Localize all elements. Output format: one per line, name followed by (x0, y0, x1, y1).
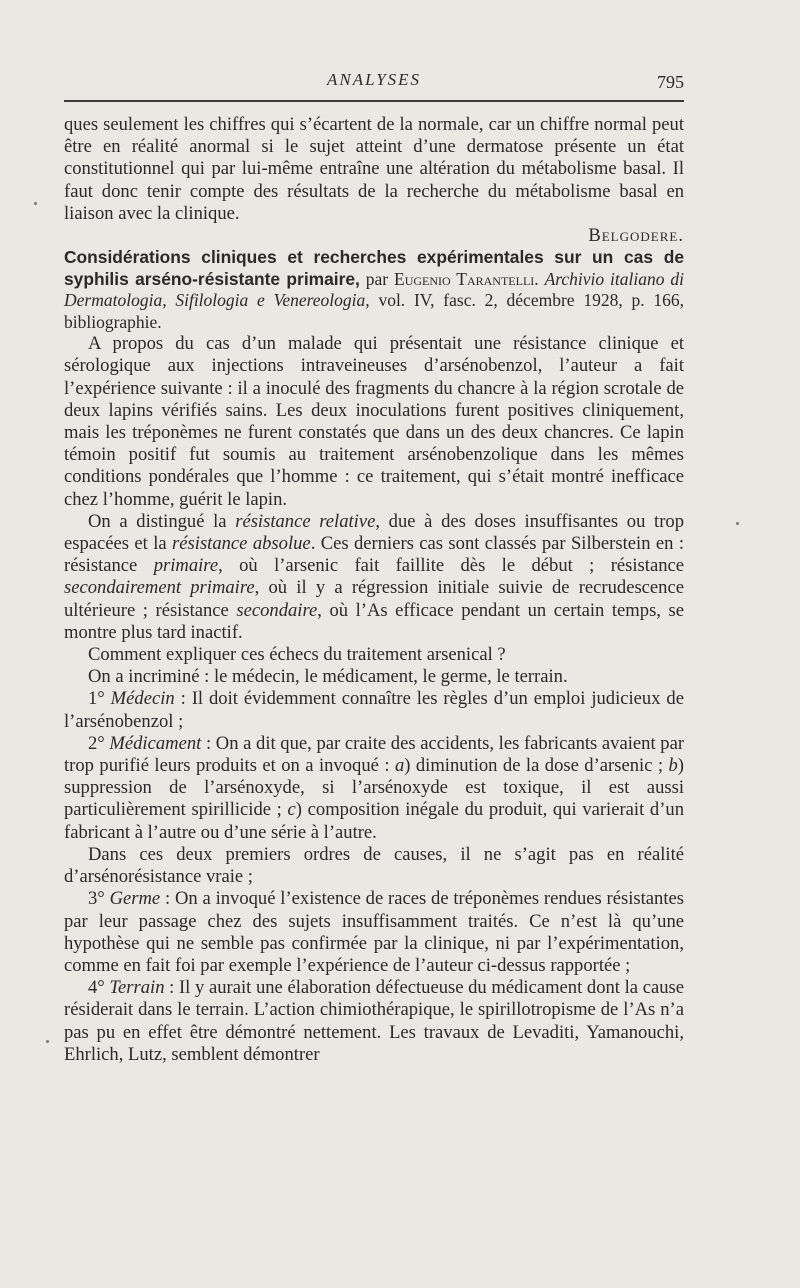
item-3-label: Germe (109, 888, 161, 910)
margin-speck (736, 522, 739, 525)
p2-seg-g: , où l’arsenic fait faillite dès le début ; résistance (218, 555, 685, 577)
paragraph-4: On a incriminé : le médecin, le médicament, le germe, le terrain. (88, 666, 568, 688)
paragraph-terrain (64, 977, 684, 1066)
article2-heading (64, 247, 684, 333)
p2-seg-e: . Ces derniers cas sont classés par Silberstein en : résistance (64, 533, 684, 577)
item-2-letter-b: b (668, 755, 678, 777)
item-1-text: : Il doit évidemment connaître les règles d’un emploi judicieux de l’arsénobenzol ; (64, 688, 684, 732)
article1-text: ques seulement les chiffres qui s’écartent de la normale, car un chiffre normal peut être en réalité anormal si le sujet atteint d’une dermatose présente un état constitutionnel qui par lui-même entraîne une altération du métabolisme basal. Il faut donc tenir compte des résultats de la recherche du métabolisme basal en liaison avec la clinique. (64, 114, 684, 224)
p2-seg-c: , due à des doses insuffisantes ou trop espacées et la (64, 510, 684, 555)
item-4-text: : Il y aurait une élaboration défectueuse du médicament dont la cause résiderait dans le terrain. L’action chimiothérapique, le spirillotropisme de l’As n’a pas pu en effet être démontré nettement. Les travaux de Levaditi, Yamanouchi, Ehrlich, Lutz, semblent démontrer (64, 977, 684, 1065)
item-2-letter-c: c (287, 799, 296, 821)
running-header (64, 66, 684, 94)
item-2-text-4: ) composition inégale du produit, qui varierait d’un fabricant à l’autre ou d’une série à l’autre. (64, 799, 684, 843)
article2-title: Considérations cliniques et recherches expérimentales sur un cas de syphilis arséno-résistante primaire, (64, 247, 684, 289)
p2-term-relative: résistance relative (235, 510, 376, 532)
item-2-text-2: ) diminution de la dose d’arsenic ; (404, 755, 669, 777)
item-1-label: Médecin (110, 688, 175, 710)
paragraph-7: Dans ces deux premiers ordres de causes, il ne s’agit pas en réalité d’arsénorésistance vraie ; (64, 843, 684, 888)
item-1-number: 1° (88, 688, 105, 710)
paragraph-germe (64, 888, 684, 977)
item-2-number: 2° (88, 732, 105, 754)
article2-journal: Archivio italiano di Dermatologia, Sifilologia e Venereologia, (64, 268, 685, 311)
paragraph-2 (64, 511, 684, 644)
item-3-number: 3° (88, 888, 105, 910)
header-title: ANALYSES (326, 70, 422, 89)
p2-term-secondaire: secondaire (236, 599, 318, 621)
item-2-text-3: ) suppression de l’arsénoxyde, si l’arsénoxyde est toxique, il est aussi particulièrement spirillicide ; (64, 755, 684, 821)
article2-author: Eugenio Tarantelli. (394, 268, 539, 289)
paragraph-medicament (64, 733, 684, 844)
p2-seg-i: , où il y a régression initiale suivie de recrudescence ultérieure ; résistance (64, 577, 684, 621)
body-text (64, 114, 684, 1066)
article2-ref-tail: vol. IV, fasc. 2, décembre 1928, p. 166, bibliographie. (64, 290, 684, 332)
p2-seg-k: , où l’As efficace pendant un certain temps, se montre plus tard inactif. (64, 599, 684, 643)
header-rule (64, 100, 684, 102)
p2-term-absolue: résistance absolue (172, 533, 311, 555)
item-4-label: Terrain (109, 977, 165, 999)
paragraph-medecin (64, 688, 684, 732)
article1-signature: Belgodere. (588, 225, 684, 247)
item-2-letter-a: a (394, 755, 405, 777)
item-2-text-1: : On a dit que, par craite des accidents, les fabricants avaient par trop purifié leurs produits et on a invoqué : (64, 732, 685, 777)
paragraph-1: A propos du cas d’un malade qui présentait une résistance clinique et sérologique aux injections intraveineuses d’arsénobenzol, l’auteur a fait l’expérience suivante : il a inoculé des fragments du chancre à la région scrotale de deux lapins vérifiés sains. Les deux inoculations furent positives cliniquement, mais les tréponèmes ne furent constatés que dans un des deux chancres. Ce lapin témoin positif fut soumis au traitement arsénobenzolique dans les mêmes conditions pondérales que l’homme : ce traitement, qui s’était montré inefficace chez l’homme, guérit le lapin. (64, 333, 684, 510)
item-4-number: 4° (88, 977, 105, 999)
page-number: 795 (657, 72, 684, 92)
p2-term-primaire: primaire (153, 555, 219, 577)
article2-par: par (365, 268, 389, 289)
item-2-label: Médicament (109, 732, 202, 754)
p2-term-secondairement-primaire: secondairement primaire (64, 577, 255, 599)
paragraph-3: Comment expliquer ces échecs du traitement arsenical ? (88, 644, 506, 666)
margin-speck (34, 202, 37, 205)
p2-seg-a: On a distingué la (88, 510, 236, 532)
margin-speck (46, 1040, 49, 1043)
item-3-text: : On a invoqué l’existence de races de tréponèmes rendues résistantes par leur passage chez des sujets insuffisamment traités. Ce n’est là qu’une hypothèse qui ne semble pas confirmée par la clinique, ni par l’expérimentation, comme en fait foi par exemple l’expérience de l’auteur ci-dessus rapportée ; (64, 888, 684, 976)
